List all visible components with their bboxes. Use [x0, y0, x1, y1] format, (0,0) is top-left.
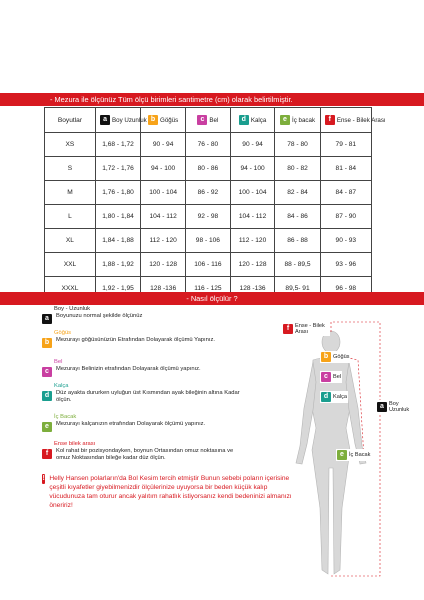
legend-title: Ense bilek arası: [54, 441, 96, 447]
measure-cell: 92 - 98: [186, 205, 231, 229]
measure-cell: 120 - 128: [141, 253, 186, 277]
header-label: Kalça: [250, 116, 267, 124]
table-header-row: [45, 108, 372, 133]
table-row: [45, 229, 372, 253]
measure-cell: 89,5- 91: [275, 277, 320, 301]
body-figure: [280, 318, 420, 588]
measure-cell: 90 - 93: [320, 229, 371, 253]
legend-title: Göğüs: [54, 330, 72, 336]
legend-text: Mezurayı göğüsünüzün Etrafından Dolayarak ölçümü Yapınız.: [56, 337, 215, 344]
header-cell: [45, 108, 96, 133]
measure-cell: 128 -136: [141, 277, 186, 301]
marker-f: f Ense - Bilek Arası: [282, 322, 330, 336]
measure-cell: 81 - 84: [320, 157, 371, 181]
measure-cell: 1,84 - 1,88: [95, 229, 140, 253]
measure-cell: 106 - 116: [186, 253, 231, 277]
legend-title: Boy - Uzunluk: [54, 306, 91, 312]
measure-cell: 104 - 112: [141, 205, 186, 229]
measure-cell: 104 - 112: [230, 205, 275, 229]
header-cell: [95, 108, 147, 133]
marker-c: c Bel: [320, 371, 342, 383]
table-body: [45, 133, 372, 301]
header-label: Göğüs: [160, 116, 179, 124]
measure-cell: 112 - 120: [230, 229, 275, 253]
measure-cell: 1,68 - 1,72: [95, 133, 140, 157]
how-to-measure-banner: - Nasıl ölçülür ?: [0, 292, 424, 305]
size-label-cell: XS: [45, 133, 96, 157]
table-row: [45, 253, 372, 277]
marker-a: a Boy Uzunluk: [376, 400, 416, 414]
table-row: [45, 133, 372, 157]
measure-cell: 80 - 82: [275, 157, 320, 181]
header-label: İç bacak: [292, 116, 316, 124]
measure-cell: 1,88 - 1,92: [95, 253, 140, 277]
measure-cell: 1,72 - 1,76: [95, 157, 140, 181]
measure-cell: 87 - 90: [320, 205, 371, 229]
table-row: [45, 181, 372, 205]
measure-cell: 90 - 94: [141, 133, 186, 157]
measure-cell: 76 - 80: [186, 133, 231, 157]
units-banner: - Mezura ile ölçünüz Tüm ölçü birimleri santimetre (cm) olarak belirtilmiştir.: [0, 93, 424, 106]
size-label-cell: XL: [45, 229, 96, 253]
measure-cell: 86 - 88: [275, 229, 320, 253]
size-label-cell: M: [45, 181, 96, 205]
letter-f-icon: f: [325, 115, 335, 125]
size-table: [44, 107, 386, 301]
measure-cell: 100 - 104: [230, 181, 275, 205]
measure-cell: 88 - 89,5: [275, 253, 320, 277]
legend-item-c: [42, 359, 282, 377]
size-label-cell: S: [45, 157, 96, 181]
letter-d-icon: d: [239, 115, 249, 125]
letter-a-icon: a: [42, 314, 52, 324]
header-cell: [230, 108, 275, 133]
legend-text: Düz ayakta dururken uyluğun üst Kısmından ayak bileğinin altına Kadar ölçün.: [56, 390, 240, 404]
letter-c-icon: c: [321, 372, 331, 382]
letter-c-icon: c: [42, 367, 52, 377]
letter-c-icon: c: [197, 115, 207, 125]
measure-cell: 80 - 86: [186, 157, 231, 181]
table-row: [45, 157, 372, 181]
letter-b-icon: b: [321, 352, 331, 362]
measure-cell: 1,80 - 1,84: [95, 205, 140, 229]
measure-cell: 94 - 100: [230, 157, 275, 181]
legend-item-d: [42, 383, 282, 405]
measure-cell: 82 - 84: [275, 181, 320, 205]
header-cell: [320, 108, 386, 133]
measure-cell: 100 - 104: [141, 181, 186, 205]
measure-cell: 112 - 120: [141, 229, 186, 253]
legend-text: Kol rahat bir pozisyondayken, boynun Ortasından omuz noktasına ve omuz Noktasından bileğe kadar düz ölçün.: [56, 448, 234, 462]
header-cell: [141, 108, 186, 133]
measure-cell: 98 - 106: [186, 229, 231, 253]
legend-item-b: [42, 330, 282, 348]
size-label-cell: XXXL: [45, 277, 96, 301]
header-label: Ense - Bilek Arası: [336, 116, 386, 124]
exclamation-icon: !: [42, 475, 45, 482]
legend-text: Boyunuzu normal şekilde ölçünüz: [56, 313, 143, 320]
header-cell: [186, 108, 231, 133]
letter-b-icon: b: [148, 115, 158, 125]
header-label: Bel: [209, 116, 219, 124]
legend-title: İç Bacak: [54, 414, 77, 420]
legend-text: Mezurayı Belinizin etrafından Dolayarak ölçümü yapınız.: [56, 366, 201, 373]
measure-cell: 1,92 - 1,95: [95, 277, 140, 301]
letter-f-icon: f: [42, 449, 52, 459]
letter-a-icon: a: [100, 115, 110, 125]
header-cell: [275, 108, 320, 133]
header-label: Boyutlar: [57, 116, 83, 124]
measure-cell: 93 - 96: [320, 253, 371, 277]
size-label-cell: L: [45, 205, 96, 229]
legend-text: Mezurayı kalçanızın etrafından Dolayarak ölçümü yapınız.: [56, 421, 206, 428]
table-row: [45, 205, 372, 229]
fit-note-text: Helly Hansen polarların'da Bol Kesim tercih etmiştir Bunun sebebi poların içerisine çeşitli kıyafetler giyebilmenizdir ölçülerinize uyuyorsa bir beden küçük kalıp vücudunuza tam oturur ancak yalıtım rahatlık istiyorsanız kendi bedeninizi almanızı öneririz!: [49, 475, 292, 509]
measure-cell: 90 - 94: [230, 133, 275, 157]
measure-cell: 120 - 128: [230, 253, 275, 277]
letter-d-icon: d: [42, 391, 52, 401]
header-label: Boy Uzunluk: [112, 116, 147, 124]
measure-cell: 94 - 100: [141, 157, 186, 181]
letter-b-icon: b: [42, 338, 52, 348]
letter-e-icon: e: [42, 422, 52, 432]
measure-cell: 1,76 - 1,80: [95, 181, 140, 205]
legend-item-a: [42, 306, 282, 324]
marker-b: b Göğüs: [320, 351, 350, 363]
legend-title: Kalça: [54, 383, 69, 389]
measure-cell: 84 - 86: [275, 205, 320, 229]
letter-d-icon: d: [321, 392, 331, 402]
measure-cell: 128 -136: [230, 277, 275, 301]
letter-e-icon: e: [280, 115, 290, 125]
marker-d: d Kalça: [320, 391, 348, 403]
letter-a-icon: a: [377, 402, 387, 412]
size-label-cell: XXL: [45, 253, 96, 277]
marker-e: e İç Bacak: [336, 449, 371, 461]
legend-title: Bel: [54, 359, 63, 365]
letter-f-icon: f: [283, 324, 293, 334]
letter-e-icon: e: [337, 450, 347, 460]
legend-item-f: [42, 441, 282, 463]
legend-item-e: [42, 414, 282, 432]
measure-cell: 84 - 87: [320, 181, 371, 205]
measure-cell: 78 - 80: [275, 133, 320, 157]
measure-cell: 86 - 92: [186, 181, 231, 205]
fit-note: [42, 474, 292, 510]
measure-cell: 96 - 98: [320, 277, 371, 301]
measure-cell: 116 - 125: [186, 277, 231, 301]
measure-cell: 79 - 81: [320, 133, 371, 157]
